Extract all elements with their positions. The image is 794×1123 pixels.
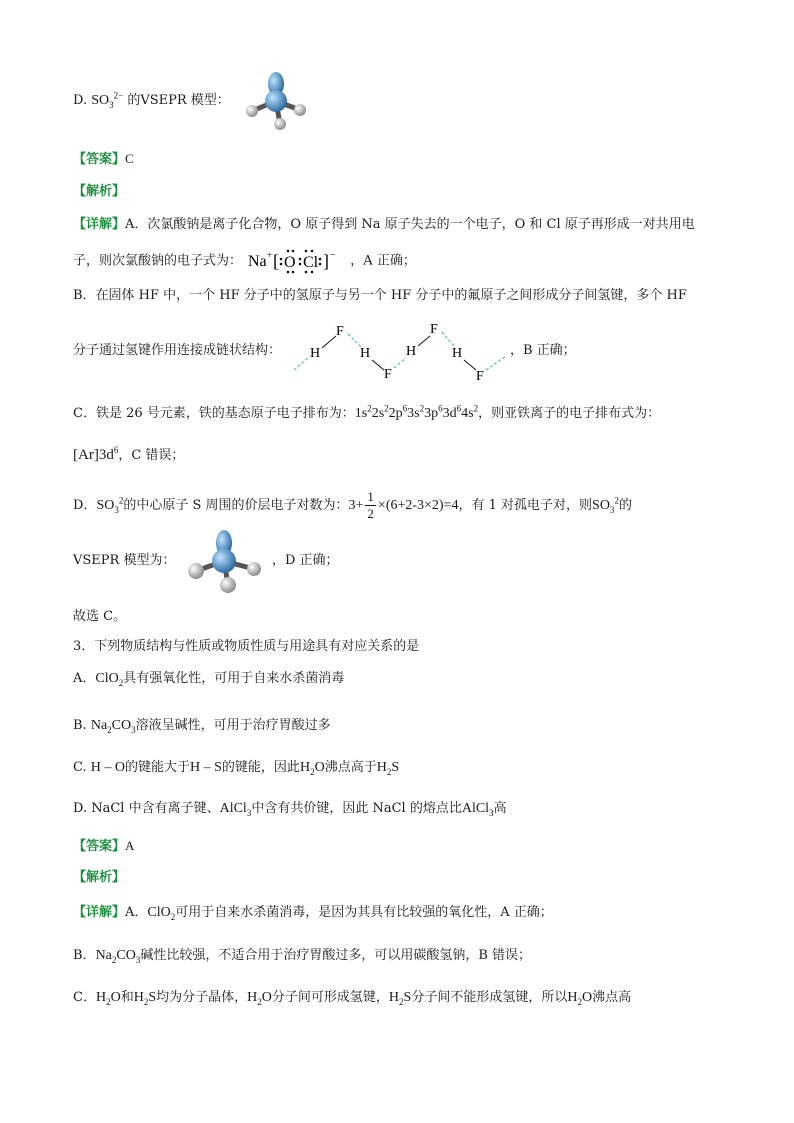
option-text: 具有强氧化性，可用于自来水杀菌消毒	[123, 671, 345, 686]
svg-text:Na: Na	[248, 253, 267, 270]
detail-tag: 【详解】	[73, 905, 126, 920]
detail1-b-line2	[73, 341, 281, 361]
detail-text: VSEPR 模型为：	[73, 553, 176, 568]
detail2-a	[73, 903, 553, 923]
detail-text: 分子通过氢键作用连接成链状结构：	[73, 343, 282, 358]
detail-text: C．铁是 26 号元素，铁的基态原子电子排布为：	[73, 406, 355, 421]
detail-text: 故选 C。	[73, 609, 127, 624]
option-label: B.	[73, 718, 87, 733]
option-text: 中含有共价键，因此 NaCl 的熔点比	[251, 801, 462, 816]
svg-text:H: H	[310, 346, 321, 361]
q3-option-c	[73, 758, 399, 778]
clo2-formula: ClO$_2$	[95, 671, 124, 688]
answer-value: A	[125, 838, 135, 853]
q3-option-a	[73, 669, 344, 689]
detail1-b-line2-tail	[510, 341, 576, 361]
detail-text: ，则亚铁离子的电子排布式为：	[478, 406, 661, 421]
h2s-formula: $H_2S$	[376, 760, 400, 777]
option-label: A．	[73, 671, 96, 686]
analysis-tag: 【解析】	[73, 870, 126, 885]
svg-text:H: H	[406, 344, 417, 359]
svg-text:O: O	[284, 254, 296, 271]
answer-tag: 【答案】	[73, 839, 126, 854]
valence-pair-formula: 3+	[348, 498, 364, 513]
sulfite-formula: $SO_3^2$	[96, 495, 124, 515]
answer-value: C	[125, 151, 134, 166]
na2co3-formula: $Na_2CO_3$	[90, 718, 136, 735]
fraction-one-half: $\frac{1}{2}$	[367, 489, 374, 521]
h2s-formula: $H_2S$	[133, 990, 157, 1007]
detail-text: 的	[618, 498, 632, 513]
question-stem: 3．下列物质结构与性质或物质性质与用途具有对应关系的是	[73, 639, 420, 654]
detail-text: ，A 正确；	[350, 253, 416, 269]
detail1-c-line2	[73, 445, 184, 466]
clo2-formula: ClO$_2$	[147, 905, 176, 922]
q3-stem	[73, 637, 419, 657]
detail-text: B．	[73, 948, 96, 963]
d-option-line	[73, 91, 230, 111]
detail1-d-line2	[73, 551, 175, 571]
detail-text: ，D 正确；	[272, 553, 339, 568]
q3-option-d	[73, 799, 507, 819]
svg-text:F: F	[476, 369, 484, 384]
h-o-bond: H – O	[90, 760, 125, 775]
detail-text: 子，则次氯酸钠的电子式为：	[73, 253, 243, 269]
fe-electron-config: $1s^22s^22p^63s^23p^63d^64s^2$	[354, 403, 479, 421]
vsepr-model-image-top	[240, 68, 314, 134]
detail1-b-line1	[73, 286, 687, 306]
detail1-a-line1	[73, 215, 695, 235]
option-text: 的键能大于	[125, 760, 191, 775]
conclusion-line	[73, 607, 126, 627]
svg-text:]: ]	[323, 251, 330, 271]
hf-hydrogen-bond-chain	[294, 318, 508, 384]
option-text: D. NaCl 中含有离子键、	[73, 801, 220, 816]
svg-text:H: H	[360, 346, 371, 361]
detail-text: B．在固体 HF 中，一个 HF 分子中的氢原子与另一个 HF 分子中的氟原子之间形成分子间氢键，多个 HF	[73, 288, 687, 303]
detail-text: 分子间可形成氢键，	[271, 990, 389, 1005]
detail-text: ，有 1 对孤电子对，则	[458, 498, 593, 513]
svg-text:Cl: Cl	[303, 254, 319, 271]
svg-text:[: [	[273, 251, 280, 271]
h2o-formula: $H_2O$	[247, 990, 272, 1007]
h2s-formula: $H_2S$	[388, 990, 412, 1007]
detail1-d-line2-tail	[272, 551, 339, 571]
detail1-c-line1	[73, 404, 660, 424]
svg-text:−: −	[330, 250, 336, 261]
detail-text: 和	[120, 990, 134, 1005]
detail-text: 均为分子晶体，	[156, 990, 248, 1005]
fe2-electron-config: $[Ar]3d^6$	[73, 445, 119, 463]
answer-tag: 【答案】	[73, 152, 126, 167]
detail-text: 的中心原子 S 周围的价层电子对数为：	[123, 498, 349, 513]
option-label: C.	[73, 760, 87, 775]
detail-text: 可用于自来水杀菌消毒，是因为其具有比较强的氧化性，A 正确；	[175, 905, 553, 920]
h2o-formula: $H_2O$	[567, 990, 593, 1007]
svg-text:F: F	[384, 367, 392, 382]
detail1-a-line2	[73, 247, 416, 275]
alcl3-formula: AlCl$_3$	[461, 801, 494, 818]
alcl3-formula: AlCl$_3$	[219, 801, 252, 818]
detail-text: A．	[125, 905, 148, 920]
vsepr-model-image-bottom	[184, 527, 270, 597]
detail-text: A．次氯酸钠是离子化合物，O 原子得到 Na 原子失去的一个电子，O 和 Cl 原子再形成一对共用电	[125, 217, 695, 232]
option-text: 沸点高于	[324, 760, 377, 775]
detail-text: 沸点高	[592, 990, 632, 1005]
detail2-b	[73, 946, 531, 966]
svg-text:F: F	[336, 324, 344, 339]
svg-text:+: +	[267, 250, 273, 260]
electron-formula-naclo	[246, 247, 346, 275]
option-text: 的VSEPR 模型：	[127, 93, 230, 108]
sulfite-formula: $SO_3^{2-}$	[91, 90, 124, 110]
detail-text: 碱性比较强，不适合用于治疗胃酸过多，可以用碳酸氢钠，B 错误；	[140, 948, 532, 963]
analysis-tag: 【解析】	[73, 184, 126, 199]
detail-text: D．	[73, 498, 97, 513]
h2o-formula: $H_2O$	[95, 990, 121, 1007]
detail2-c	[73, 988, 631, 1008]
detail-tag: 【详解】	[73, 217, 126, 232]
detail-text: ，C 错误；	[118, 448, 185, 463]
svg-text:H: H	[452, 346, 463, 361]
sulfite-formula: $SO_3^2$	[592, 495, 619, 515]
option-label: D.	[73, 93, 88, 108]
svg-text:F: F	[430, 322, 438, 337]
valence-pair-formula-tail: ×(6+2-3×2)=4	[377, 498, 459, 513]
answer-line-1	[73, 149, 134, 170]
analysis-line-1	[73, 182, 125, 202]
detail1-d-line1	[73, 489, 632, 522]
detail-text: ，B 正确；	[510, 343, 576, 358]
option-text: 溶液呈碱性，可用于治疗胃酸过多	[135, 718, 331, 733]
detail-text: C．	[73, 990, 96, 1005]
option-text: 的键能，因此	[221, 760, 300, 775]
detail-text: 分子间不能形成氢键，所以	[411, 990, 568, 1005]
option-text: 高	[493, 801, 507, 816]
q3-option-b	[73, 716, 331, 736]
na2co3-formula: $Na_2CO_3$	[95, 948, 141, 965]
analysis-line-2	[73, 868, 125, 888]
answer-line-2	[73, 836, 134, 857]
h2o-formula: $H_2O$	[299, 760, 325, 777]
h-s-bond: H – S	[190, 760, 222, 775]
